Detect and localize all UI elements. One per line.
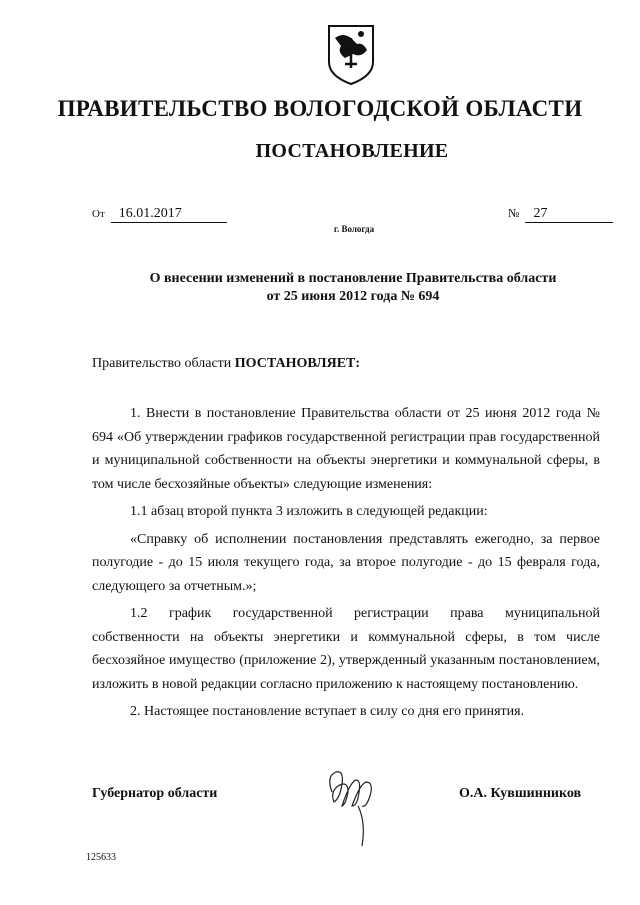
document-body: [92, 402, 600, 728]
date-value: 16.01.2017: [111, 206, 227, 223]
number-field: [508, 205, 613, 223]
coat-of-arms-emblem: [327, 24, 375, 86]
body-paragraph: 1.2 график государственной регистрации права муниципальной собственности на объекты энергетики и коммунальной сферы, в том числе бесхозяйное имущество (приложение 2), утвержденный указанным постановлением, изложить в новой редакции согласно приложению к настоящему постановлению.: [92, 606, 600, 692]
subject-line-2: от 25 июня 2012 года № 694: [266, 289, 440, 304]
resolution-statement: [92, 356, 360, 372]
body-paragraph: 1. Внести в постановление Правительства области от 25 июня 2012 года № 694 «Об утверждении графиков государственной регистрации прав государственной и муниципальной собственности на объекты энергетики и коммунальной сферы, в том числе бесхозяйные объекты» следующие изменения:: [92, 406, 600, 492]
resolution-keyword: ПОСТАНОВЛЯЕТ:: [234, 356, 361, 371]
signatory-position: Губернатор области: [92, 786, 218, 801]
subject-line-1: О внесении изменений в постановление Правительства области: [149, 271, 557, 286]
organization-title: ПРАВИТЕЛЬСТВО ВОЛОГОДСКОЙ ОБЛАСТИ: [57, 96, 583, 121]
city-label: г. Вологда: [333, 224, 375, 234]
number-prefix: №: [508, 206, 520, 220]
number-value: 27: [525, 206, 613, 223]
resolution-prefix: Правительство области: [92, 356, 232, 371]
signatory-name: О.А. Кувшинников: [459, 786, 582, 801]
document-subject: [0, 270, 640, 306]
body-paragraph: 1.1 абзац второй пункта 3 изложить в следующей редакции:: [130, 504, 488, 519]
date-prefix: От: [92, 208, 105, 220]
body-paragraph: 2. Настоящее постановление вступает в силу со дня его принятия.: [130, 704, 525, 719]
document-id: 125633: [86, 852, 116, 863]
document-type: ПОСТАНОВЛЕНИЕ: [255, 140, 449, 162]
date-field: [92, 205, 227, 223]
handwritten-signature: [322, 762, 392, 848]
body-paragraph: «Справку об исполнении постановления представлять ежегодно, за первое полугодие - до 15 июля текущего года, за второе полугодие - до 15 февраля года, следующего за отчетным.»;: [92, 531, 600, 594]
